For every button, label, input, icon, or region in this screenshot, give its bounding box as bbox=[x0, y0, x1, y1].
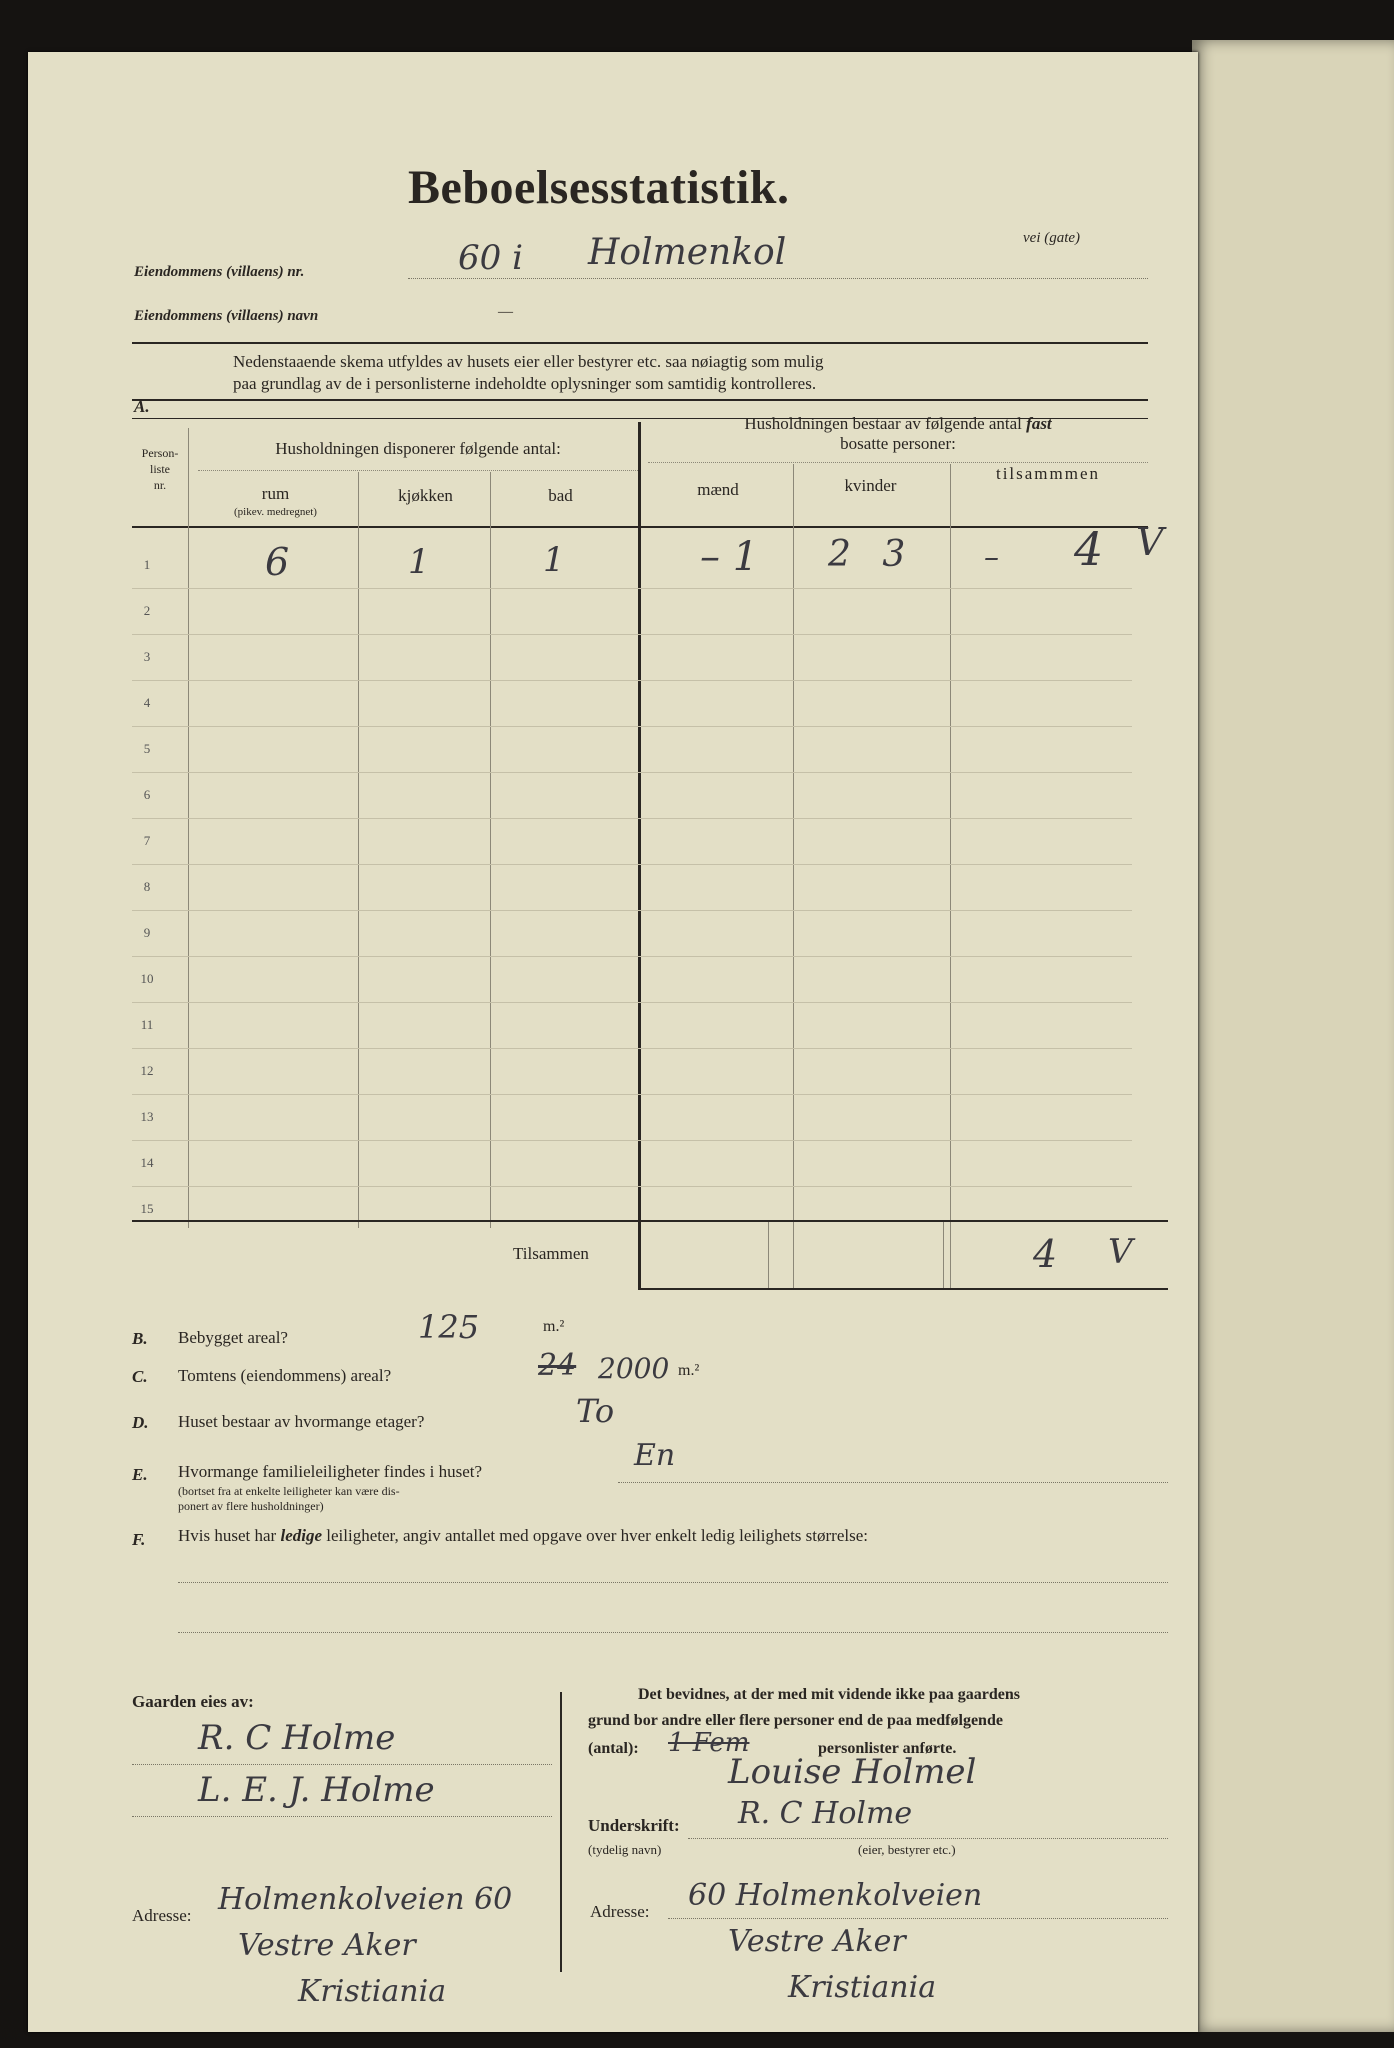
group-right-underline bbox=[648, 462, 1148, 463]
row-separator bbox=[132, 818, 1132, 819]
header-rule bbox=[132, 342, 1148, 344]
owner-address-2: Vestre Aker bbox=[238, 1928, 416, 1963]
group-right-text-2: bosatte personer: bbox=[840, 434, 956, 453]
owner-address-3: Kristiania bbox=[298, 1974, 447, 2009]
signature-dotline bbox=[688, 1838, 1168, 1839]
col-rum-subheader: (pikev. medregnet) bbox=[234, 506, 317, 518]
question-f-emphasis: ledige bbox=[280, 1526, 323, 1545]
signature-1: Louise Holmel bbox=[728, 1752, 977, 1792]
row-number: 10 bbox=[140, 971, 154, 986]
row-separator bbox=[132, 910, 1132, 911]
question-d-answer: To bbox=[576, 1392, 615, 1430]
row-number: 13 bbox=[140, 1109, 154, 1124]
owner-dotline-2 bbox=[132, 1816, 552, 1817]
street-value: Holmenkol bbox=[588, 232, 787, 273]
property-name-value: — bbox=[498, 304, 513, 320]
question-c-struck: 24 bbox=[538, 1348, 577, 1383]
row-number: 3 bbox=[143, 649, 151, 664]
owner-dotline-1 bbox=[132, 1764, 552, 1765]
instructions-line2: paa grundlag av de i personlisterne indeholdte oplysninger som samtidig kontrolleres. bbox=[233, 374, 817, 393]
row1-bad-value: 1 bbox=[543, 540, 565, 580]
question-b-answer: 125 bbox=[418, 1308, 480, 1346]
table-total-rule-top bbox=[132, 1220, 1168, 1222]
col-divider-main bbox=[638, 422, 641, 1288]
col-maend-header: mænd bbox=[697, 480, 739, 499]
row1-maend-value: – 1 bbox=[700, 534, 759, 580]
signature-label: Underskrift: bbox=[588, 1816, 680, 1835]
section-a-letter: A. bbox=[134, 397, 150, 416]
col-person-header: Person- liste nr. bbox=[141, 446, 179, 492]
total-divider bbox=[943, 1222, 944, 1288]
row-number: 9 bbox=[143, 925, 151, 940]
group-right-fast: fast bbox=[1026, 414, 1052, 433]
col-bad-header: bad bbox=[548, 486, 573, 505]
declaration-address-label: Adresse: bbox=[590, 1902, 650, 1921]
question-e-dotline bbox=[618, 1482, 1168, 1483]
row-separator bbox=[132, 726, 1132, 727]
group-right-header bbox=[648, 414, 1148, 454]
col-rum-header: rum bbox=[261, 484, 290, 503]
form-page bbox=[28, 52, 1198, 2032]
declaration-line-3: personlister anførte. bbox=[818, 1740, 957, 1757]
declaration-count-value: 1 Fem bbox=[668, 1728, 750, 1758]
question-e-letter: E. bbox=[132, 1465, 148, 1484]
col-divider-kjokken bbox=[490, 472, 491, 1228]
row-separator bbox=[132, 772, 1132, 773]
question-c-text: Tomtens (eiendommens) areal? bbox=[178, 1366, 392, 1385]
instructions-rule-top bbox=[132, 399, 1148, 401]
owner-address-label: Adresse: bbox=[132, 1906, 192, 1925]
row-number: 5 bbox=[143, 741, 151, 756]
property-number-label: Eiendommens (villaens) nr. bbox=[134, 264, 305, 280]
signature-2: R. C Holme bbox=[738, 1796, 913, 1831]
question-e-note-1: (bortset fra at enkelte leiligheter kan være dis- bbox=[178, 1484, 400, 1498]
col-kjokken-header: kjøkken bbox=[398, 486, 453, 505]
row1-kvinder-value: 2 3 bbox=[828, 534, 916, 575]
row1-tilsammen-value: 4 bbox=[1074, 522, 1104, 576]
group-right-text: Husholdningen bestaar av følgende antal bbox=[744, 414, 1022, 433]
signature-sub-left: (tydelig navn) bbox=[588, 1842, 662, 1857]
instructions-line1: Nedenstaaende skema utfyldes av husets eier eller bestyrer etc. saa nøiagtig som mulig bbox=[233, 352, 824, 371]
col-divider-rum bbox=[358, 472, 359, 1228]
question-d-letter: D. bbox=[132, 1413, 149, 1432]
row-number: 8 bbox=[143, 879, 151, 894]
owner-name-2: L. E. J. Holme bbox=[198, 1770, 435, 1810]
row-separator bbox=[132, 588, 1132, 589]
question-f-text bbox=[178, 1526, 868, 1546]
question-f-dotline-2 bbox=[178, 1632, 1168, 1633]
property-number-value: 60 i bbox=[458, 238, 523, 278]
question-c-letter: C. bbox=[132, 1367, 148, 1386]
row1-rum-value: 6 bbox=[265, 540, 290, 584]
owners-label: Gaarden eies av: bbox=[132, 1692, 254, 1711]
total-label: Tilsammen bbox=[513, 1244, 589, 1263]
question-f-dotline-1 bbox=[178, 1582, 1168, 1583]
row-separator bbox=[132, 1140, 1132, 1141]
property-name-label: Eiendommens (villaens) navn bbox=[134, 308, 319, 324]
adjacent-page bbox=[1192, 40, 1394, 2032]
declaration-line-2: grund bor andre eller flere personer end de paa medfølgende bbox=[588, 1712, 1003, 1729]
row-number: 14 bbox=[140, 1155, 154, 1170]
row-number: 2 bbox=[143, 603, 151, 618]
page-title: Beboelsesstatistik. bbox=[408, 161, 790, 214]
signature-sub-right: (eier, bestyrer etc.) bbox=[858, 1842, 956, 1857]
declaration-line-1: Det bevidnes, at der med mit vidende ikke paa gaardens bbox=[638, 1686, 1020, 1703]
row-number: 6 bbox=[143, 787, 151, 802]
row1-kjokken-value: 1 bbox=[408, 542, 430, 582]
declaration-address-3: Kristiania bbox=[788, 1970, 937, 2005]
signature-divider bbox=[560, 1692, 562, 1972]
street-dotline bbox=[408, 278, 1148, 279]
question-f-text-b: leiligheter, angiv antallet med opgave over hver enkelt ledig leilighets størrelse: bbox=[326, 1526, 868, 1545]
question-b-letter: B. bbox=[132, 1329, 148, 1348]
total-value: 4 bbox=[1033, 1232, 1058, 1276]
row-separator bbox=[132, 864, 1132, 865]
row-number: 1 bbox=[143, 557, 151, 572]
question-c-unit: m.² bbox=[678, 1362, 700, 1379]
declaration-count-label: (antal): bbox=[588, 1740, 639, 1757]
col-kvinder-header: kvinder bbox=[844, 476, 897, 495]
col-divider-person bbox=[188, 428, 189, 1228]
question-f-letter: F. bbox=[132, 1530, 146, 1549]
row-number: 11 bbox=[140, 1017, 154, 1032]
question-d-text: Huset bestaar av hvormange etager? bbox=[178, 1412, 425, 1431]
question-e-answer: En bbox=[634, 1438, 676, 1473]
row-separator bbox=[132, 680, 1132, 681]
question-f-text-a: Hvis huset har bbox=[178, 1526, 277, 1545]
declaration-address-1: 60 Holmenkolveien bbox=[688, 1878, 983, 1913]
row-separator bbox=[132, 1186, 1132, 1187]
row-number: 15 bbox=[140, 1201, 154, 1216]
group-left-header: Husholdningen disponerer følgende antal: bbox=[275, 439, 561, 458]
row-separator bbox=[132, 1048, 1132, 1049]
question-c-answer: 2000 bbox=[598, 1352, 670, 1385]
declaration-address-2: Vestre Aker bbox=[728, 1924, 906, 1959]
owner-name-1: R. C Holme bbox=[198, 1718, 396, 1758]
col-tilsammen-header: tilsammmen bbox=[995, 464, 1101, 483]
row-number: 7 bbox=[143, 833, 151, 848]
table-total-rule-bottom bbox=[638, 1288, 1168, 1290]
row1-tilsammen-dash: – bbox=[984, 540, 999, 575]
row-separator bbox=[132, 1002, 1132, 1003]
total-divider bbox=[768, 1222, 769, 1288]
row-separator bbox=[132, 634, 1132, 635]
total-check-mark: V bbox=[1108, 1232, 1133, 1272]
owner-address-1: Holmenkolveien 60 bbox=[218, 1882, 513, 1917]
row-separator bbox=[132, 1094, 1132, 1095]
street-suffix-label: vei (gate) bbox=[1023, 230, 1081, 246]
question-e-text: Hvormange familieleiligheter findes i huset? bbox=[178, 1462, 483, 1481]
question-e-note-2: ponert av flere husholdninger) bbox=[178, 1499, 324, 1513]
row-number: 4 bbox=[143, 695, 151, 710]
row1-check-mark: V bbox=[1136, 520, 1164, 564]
question-b-text: Bebygget areal? bbox=[178, 1328, 288, 1347]
row-number: 12 bbox=[140, 1063, 154, 1078]
row-separator bbox=[132, 956, 1132, 957]
group-left-underline bbox=[198, 470, 638, 471]
question-b-unit: m.² bbox=[543, 1318, 565, 1335]
declaration-address-dotline bbox=[668, 1918, 1168, 1919]
